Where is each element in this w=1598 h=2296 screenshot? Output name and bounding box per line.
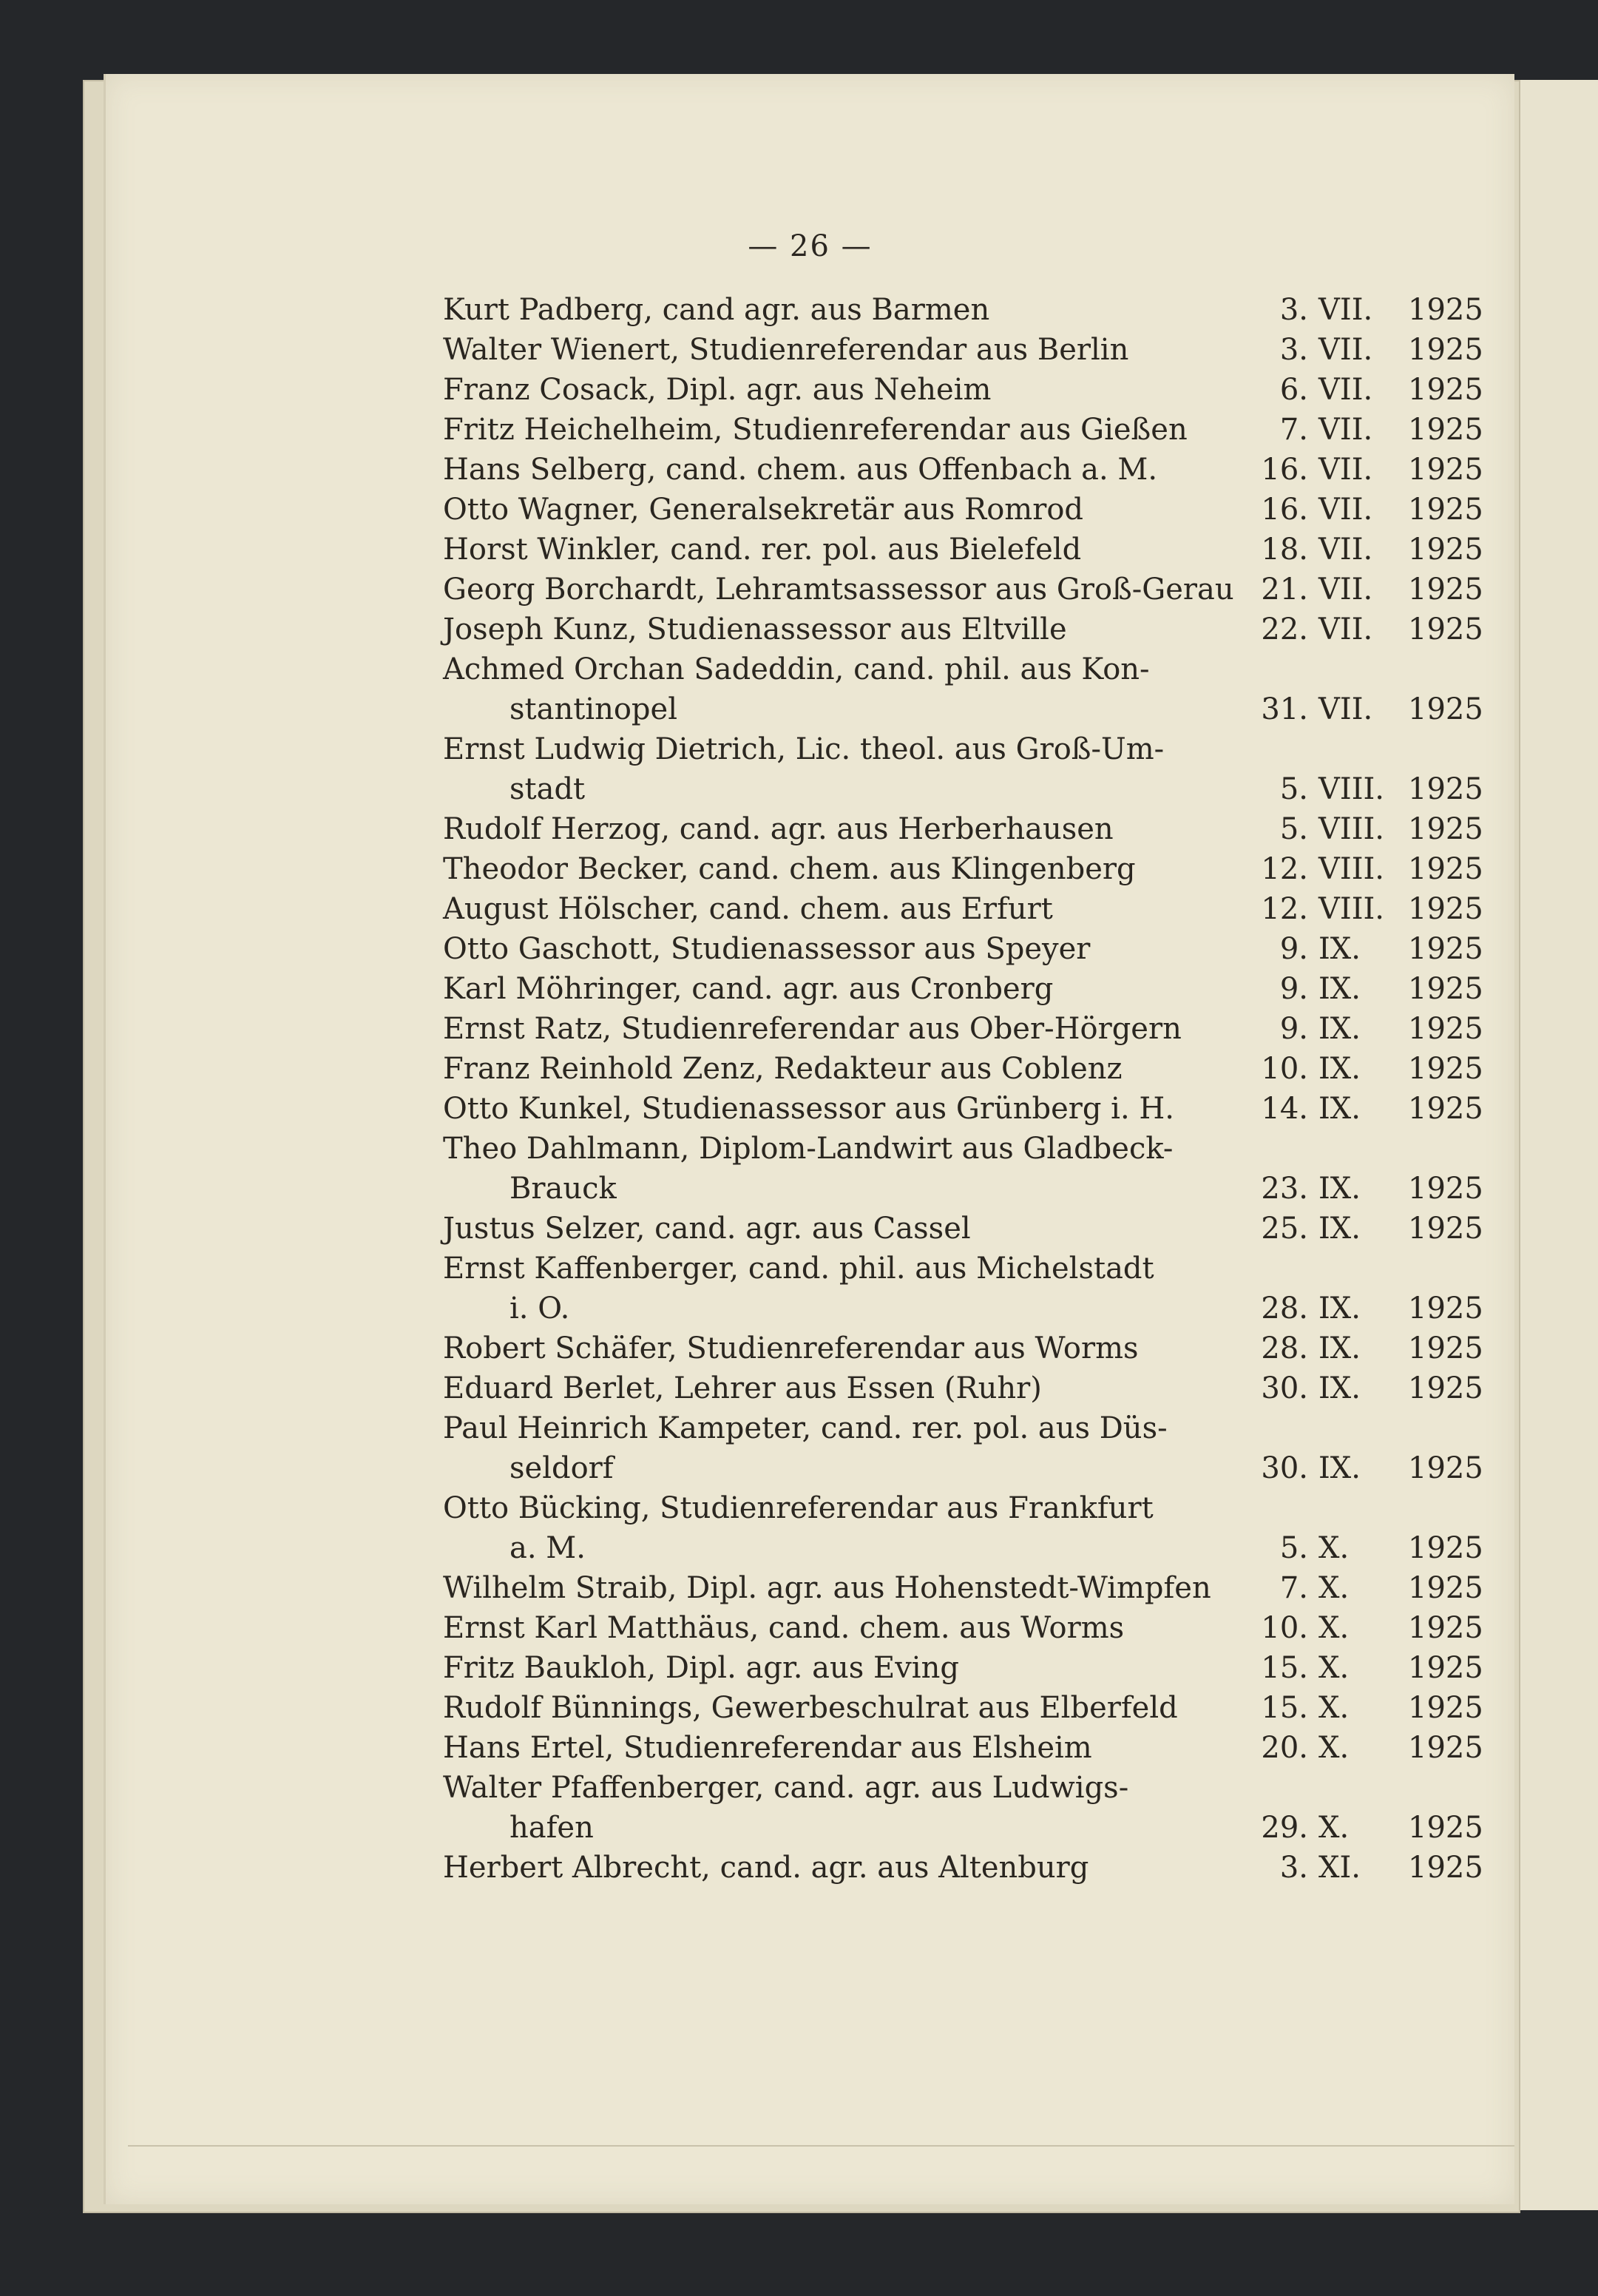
entry-name-line: Theo Dahlmann, Diplom-Landwirt aus Gladbeck- (443, 1132, 1174, 1166)
entry-date (1219, 1848, 1489, 1888)
entry-name-line: Wilhelm Straib, Dipl. agr. aus Hohenstedt-Wimpfen (443, 1571, 1211, 1605)
date-day: 3. (1279, 1851, 1308, 1885)
date-year: 1925 (1408, 612, 1483, 646)
list-entry (443, 290, 1515, 330)
list-entry (443, 1129, 1515, 1209)
entry-name (443, 1249, 1219, 1328)
list-entry (443, 809, 1515, 849)
date-month: VII. (1318, 493, 1373, 527)
entry-name-line: Robert Schäfer, Studienreferendar aus Worms (443, 1331, 1139, 1365)
date-year: 1925 (1408, 1092, 1483, 1126)
date-month: X. (1318, 1811, 1350, 1845)
entry-name (443, 570, 1234, 610)
list-entry (443, 1608, 1515, 1648)
entry-name (443, 889, 1219, 929)
date-month: VII. (1318, 413, 1373, 447)
date-month: VIII. (1318, 812, 1385, 846)
list-entry (443, 1648, 1515, 1688)
date-month: IX. (1318, 1292, 1361, 1326)
date-month: IX. (1318, 1331, 1361, 1365)
entry-name-line: Walter Wienert, Studienreferendar aus Berlin (443, 333, 1129, 367)
entry-date (1219, 530, 1489, 570)
list-entry (443, 1488, 1515, 1568)
entry-name (443, 1408, 1219, 1488)
list-entry (443, 969, 1515, 1009)
entry-name-continuation: stadt (509, 772, 586, 806)
date-day: 16. (1261, 453, 1308, 487)
entry-name (443, 330, 1219, 370)
entry-name-line: Otto Gaschott, Studienassessor aus Speyer (443, 932, 1091, 966)
date-year: 1925 (1408, 533, 1483, 567)
date-day: 9. (1279, 932, 1308, 966)
entry-date (1219, 969, 1489, 1009)
entry-date (1219, 1368, 1489, 1408)
list-entry (443, 1688, 1515, 1728)
book-page (104, 74, 1514, 2204)
date-day: 12. (1261, 892, 1308, 926)
entry-name (443, 1009, 1219, 1049)
entry-name (443, 929, 1219, 969)
entry-name-continuation: a. M. (509, 1531, 586, 1565)
entry-name (443, 530, 1219, 570)
entry-name-line: Hans Ertel, Studienreferendar aus Elsheim (443, 1731, 1092, 1765)
list-entry (443, 570, 1515, 610)
date-year: 1925 (1408, 1012, 1483, 1046)
entry-name-line: Eduard Berlet, Lehrer aus Essen (Ruhr) (443, 1371, 1042, 1405)
date-month: VIII. (1318, 772, 1385, 806)
entry-name (443, 1848, 1219, 1888)
entry-name (443, 370, 1219, 410)
date-year: 1925 (1408, 293, 1483, 327)
list-entry (443, 410, 1515, 450)
entry-name (443, 729, 1219, 809)
date-year: 1925 (1408, 812, 1483, 846)
entry-name (443, 1129, 1219, 1209)
entry-name-line: Georg Borchardt, Lehramtsassessor aus Groß-Gerau (443, 573, 1234, 607)
date-year: 1925 (1408, 1611, 1483, 1645)
entry-date (1219, 889, 1489, 929)
entry-name-line: Franz Reinhold Zenz, Redakteur aus Coblenz (443, 1052, 1123, 1086)
list-entry (443, 530, 1515, 570)
entry-name-line: Otto Bücking, Studienreferendar aus Frankfurt (443, 1491, 1154, 1525)
entry-name (443, 1368, 1219, 1408)
entry-date (1219, 1328, 1489, 1368)
date-year: 1925 (1408, 453, 1483, 487)
date-month: VII. (1318, 373, 1373, 407)
date-year: 1925 (1408, 892, 1483, 926)
entry-name (443, 1049, 1219, 1089)
list-entry (443, 1328, 1515, 1368)
date-year: 1925 (1408, 932, 1483, 966)
entry-name-line: Fritz Heichelheim, Studienreferendar aus Gießen (443, 413, 1188, 447)
date-day: 15. (1261, 1691, 1308, 1725)
date-year: 1925 (1408, 1651, 1483, 1685)
bottom-rule (128, 2145, 1514, 2147)
entry-name (443, 410, 1219, 450)
date-day: 30. (1261, 1371, 1308, 1405)
date-month: X. (1318, 1531, 1350, 1565)
date-day: 5. (1279, 812, 1308, 846)
entry-date (1219, 849, 1489, 889)
date-day: 16. (1261, 493, 1308, 527)
date-month: IX. (1318, 972, 1361, 1006)
date-day: 7. (1279, 413, 1308, 447)
date-day: 23. (1261, 1172, 1308, 1206)
list-entry (443, 1768, 1515, 1848)
date-day: 18. (1261, 533, 1308, 567)
entry-date (1219, 290, 1489, 330)
list-entry (443, 1089, 1515, 1129)
entry-name-line: Hans Selberg, cand. chem. aus Offenbach a. M. (443, 453, 1158, 487)
entry-date (1219, 330, 1489, 370)
date-year: 1925 (1408, 493, 1483, 527)
entry-date (1219, 610, 1489, 649)
entry-name-line: Horst Winkler, cand. rer. pol. aus Bielefeld (443, 533, 1082, 567)
date-day: 3. (1279, 293, 1308, 327)
entry-name-continuation: hafen (509, 1811, 594, 1845)
entry-date (1219, 1568, 1489, 1608)
entry-name-line: Joseph Kunz, Studienassessor aus Eltville (443, 612, 1067, 646)
entry-date (1219, 809, 1489, 849)
date-year: 1925 (1408, 573, 1483, 607)
list-entry (443, 1209, 1515, 1249)
page-number: — 26 — (748, 229, 873, 263)
entry-date (1219, 1049, 1489, 1089)
date-day: 21. (1261, 573, 1308, 607)
list-entry (443, 1848, 1515, 1888)
entry-date (1219, 410, 1489, 450)
entry-date (1219, 1528, 1489, 1568)
list-entry (443, 1408, 1515, 1488)
entry-name-line: Ernst Kaffenberger, cand. phil. aus Michelstadt (443, 1252, 1154, 1286)
entry-name-line: August Hölscher, cand. chem. aus Erfurt (443, 892, 1053, 926)
entry-name-line: Kurt Padberg, cand agr. aus Barmen (443, 293, 990, 327)
date-year: 1925 (1408, 1731, 1483, 1765)
list-entry (443, 1568, 1515, 1608)
date-month: VII. (1318, 453, 1373, 487)
entry-name-continuation: seldorf (509, 1451, 614, 1485)
date-month: IX. (1318, 1172, 1361, 1206)
date-year: 1925 (1408, 972, 1483, 1006)
entry-name (443, 450, 1219, 490)
entry-date (1219, 929, 1489, 969)
date-day: 5. (1279, 772, 1308, 806)
entry-name (443, 1488, 1219, 1568)
entry-date (1219, 1608, 1489, 1648)
list-entry (443, 610, 1515, 649)
entry-date (1219, 490, 1489, 530)
facing-page-edge (1509, 80, 1598, 2210)
date-month: IX. (1318, 1371, 1361, 1405)
date-year: 1925 (1408, 1371, 1483, 1405)
entry-name-line: Ernst Ludwig Dietrich, Lic. theol. aus Groß-Um- (443, 732, 1165, 766)
date-year: 1925 (1408, 1451, 1483, 1485)
entry-name (443, 1089, 1219, 1129)
date-year: 1925 (1408, 373, 1483, 407)
date-year: 1925 (1408, 772, 1483, 806)
entry-name-line: Otto Kunkel, Studienassessor aus Grünberg i. H. (443, 1092, 1175, 1126)
date-year: 1925 (1408, 1811, 1483, 1845)
date-day: 5. (1279, 1531, 1308, 1565)
list-entry (443, 370, 1515, 410)
date-day: 22. (1261, 612, 1308, 646)
entry-name-line: Ernst Karl Matthäus, cand. chem. aus Worms (443, 1611, 1125, 1645)
list-entry (443, 1049, 1515, 1089)
entry-name-continuation: i. O. (509, 1292, 570, 1326)
entry-name-line: Ernst Ratz, Studienreferendar aus Ober-Hörgern (443, 1012, 1182, 1046)
date-year: 1925 (1408, 1571, 1483, 1605)
entry-name (443, 610, 1219, 649)
entry-date (1219, 1169, 1489, 1209)
entry-name (443, 1209, 1219, 1249)
date-month: VII. (1318, 612, 1373, 646)
entry-date (1219, 1289, 1489, 1328)
list-entry (443, 929, 1515, 969)
date-month: VII. (1318, 293, 1373, 327)
date-day: 20. (1261, 1731, 1308, 1765)
date-day: 9. (1279, 1012, 1308, 1046)
date-day: 28. (1261, 1331, 1308, 1365)
date-day: 14. (1261, 1092, 1308, 1126)
list-entry (443, 450, 1515, 490)
date-month: VII. (1318, 333, 1373, 367)
date-day: 6. (1279, 373, 1308, 407)
entry-date (1219, 769, 1489, 809)
date-month: IX. (1318, 932, 1361, 966)
entry-name-line: Fritz Baukloh, Dipl. agr. aus Eving (443, 1651, 959, 1685)
date-day: 31. (1261, 692, 1308, 726)
entry-name-line: Justus Selzer, cand. agr. aus Cassel (443, 1212, 971, 1246)
entry-date (1219, 1648, 1489, 1688)
list-entry (443, 889, 1515, 929)
list-entry (443, 729, 1515, 809)
date-day: 12. (1261, 852, 1308, 886)
list-entry (443, 330, 1515, 370)
entry-name (443, 1688, 1219, 1728)
date-month: IX. (1318, 1092, 1361, 1126)
date-month: VIII. (1318, 892, 1385, 926)
date-month: X. (1318, 1731, 1350, 1765)
date-month: VII. (1318, 533, 1373, 567)
entry-date (1219, 450, 1489, 490)
list-entry (443, 1249, 1515, 1328)
date-day: 29. (1261, 1811, 1308, 1845)
list-entry (443, 849, 1515, 889)
entry-name (443, 290, 1219, 330)
entry-name (443, 969, 1219, 1009)
entry-name (443, 1608, 1219, 1648)
date-year: 1925 (1408, 1052, 1483, 1086)
date-year: 1925 (1408, 413, 1483, 447)
entry-name-line: Karl Möhringer, cand. agr. aus Cronberg (443, 972, 1054, 1006)
date-day: 10. (1261, 1052, 1308, 1086)
entry-name (443, 1768, 1219, 1848)
date-month: X. (1318, 1571, 1350, 1605)
date-month: IX. (1318, 1052, 1361, 1086)
entry-name (443, 1568, 1219, 1608)
date-month: IX. (1318, 1212, 1361, 1246)
list-entry (443, 490, 1515, 530)
date-year: 1925 (1408, 1172, 1483, 1206)
date-month: VII. (1318, 692, 1373, 726)
entry-name (443, 490, 1219, 530)
entry-date (1219, 1448, 1489, 1488)
entry-date (1219, 1209, 1489, 1249)
entry-name (443, 809, 1219, 849)
entry-name-line: Rudolf Herzog, cand. agr. aus Herberhausen (443, 812, 1114, 846)
entry-date (1219, 1808, 1489, 1848)
entry-name (443, 1728, 1219, 1768)
date-month: VIII. (1318, 852, 1385, 886)
date-year: 1925 (1408, 1331, 1483, 1365)
entry-date (1219, 1009, 1489, 1049)
date-day: 3. (1279, 333, 1308, 367)
date-day: 15. (1261, 1651, 1308, 1685)
entry-name-line: Franz Cosack, Dipl. agr. aus Neheim (443, 373, 992, 407)
date-year: 1925 (1408, 1691, 1483, 1725)
list-entry (443, 649, 1515, 729)
date-day: 9. (1279, 972, 1308, 1006)
date-month: IX. (1318, 1012, 1361, 1046)
entry-date (1219, 370, 1489, 410)
date-year: 1925 (1408, 1531, 1483, 1565)
entry-name-continuation: stantinopel (509, 692, 677, 726)
entry-date (1219, 1728, 1489, 1768)
date-day: 28. (1261, 1292, 1308, 1326)
date-year: 1925 (1408, 333, 1483, 367)
entry-name-line: Walter Pfaffenberger, cand. agr. aus Ludwigs- (443, 1771, 1129, 1805)
date-month: VII. (1318, 573, 1373, 607)
entry-name-line: Achmed Orchan Sadeddin, cand. phil. aus Kon- (443, 652, 1150, 686)
date-month: X. (1318, 1651, 1350, 1685)
date-year: 1925 (1408, 1851, 1483, 1885)
date-day: 30. (1261, 1451, 1308, 1485)
list-entry (443, 1728, 1515, 1768)
date-year: 1925 (1408, 852, 1483, 886)
date-month: IX. (1318, 1451, 1361, 1485)
entry-name (443, 849, 1219, 889)
date-month: X. (1318, 1691, 1350, 1725)
entry-name-line: Otto Wagner, Generalsekretär aus Romrod (443, 493, 1084, 527)
date-day: 25. (1261, 1212, 1308, 1246)
date-year: 1925 (1408, 1212, 1483, 1246)
list-entry (443, 1368, 1515, 1408)
entry-name (443, 1328, 1219, 1368)
date-month: XI. (1318, 1851, 1361, 1885)
date-day: 10. (1261, 1611, 1308, 1645)
graduate-list (443, 290, 1515, 1888)
date-month: X. (1318, 1611, 1350, 1645)
entry-date (1219, 1688, 1489, 1728)
entry-name-continuation: Brauck (509, 1172, 617, 1206)
entry-name-line: Theodor Becker, cand. chem. aus Klingenberg (443, 852, 1136, 886)
entry-name (443, 1648, 1219, 1688)
entry-date (1219, 1089, 1489, 1129)
entry-name-line: Paul Heinrich Kampeter, cand. rer. pol. aus Düs- (443, 1411, 1168, 1445)
entry-date (1219, 570, 1489, 610)
entry-name-line: Rudolf Bünnings, Gewerbeschulrat aus Elberfeld (443, 1691, 1178, 1725)
date-year: 1925 (1408, 1292, 1483, 1326)
entry-date (1219, 689, 1489, 729)
date-day: 7. (1279, 1571, 1308, 1605)
entry-name-line: Herbert Albrecht, cand. agr. aus Altenburg (443, 1851, 1089, 1885)
date-year: 1925 (1408, 692, 1483, 726)
entry-name (443, 649, 1219, 729)
list-entry (443, 1009, 1515, 1049)
